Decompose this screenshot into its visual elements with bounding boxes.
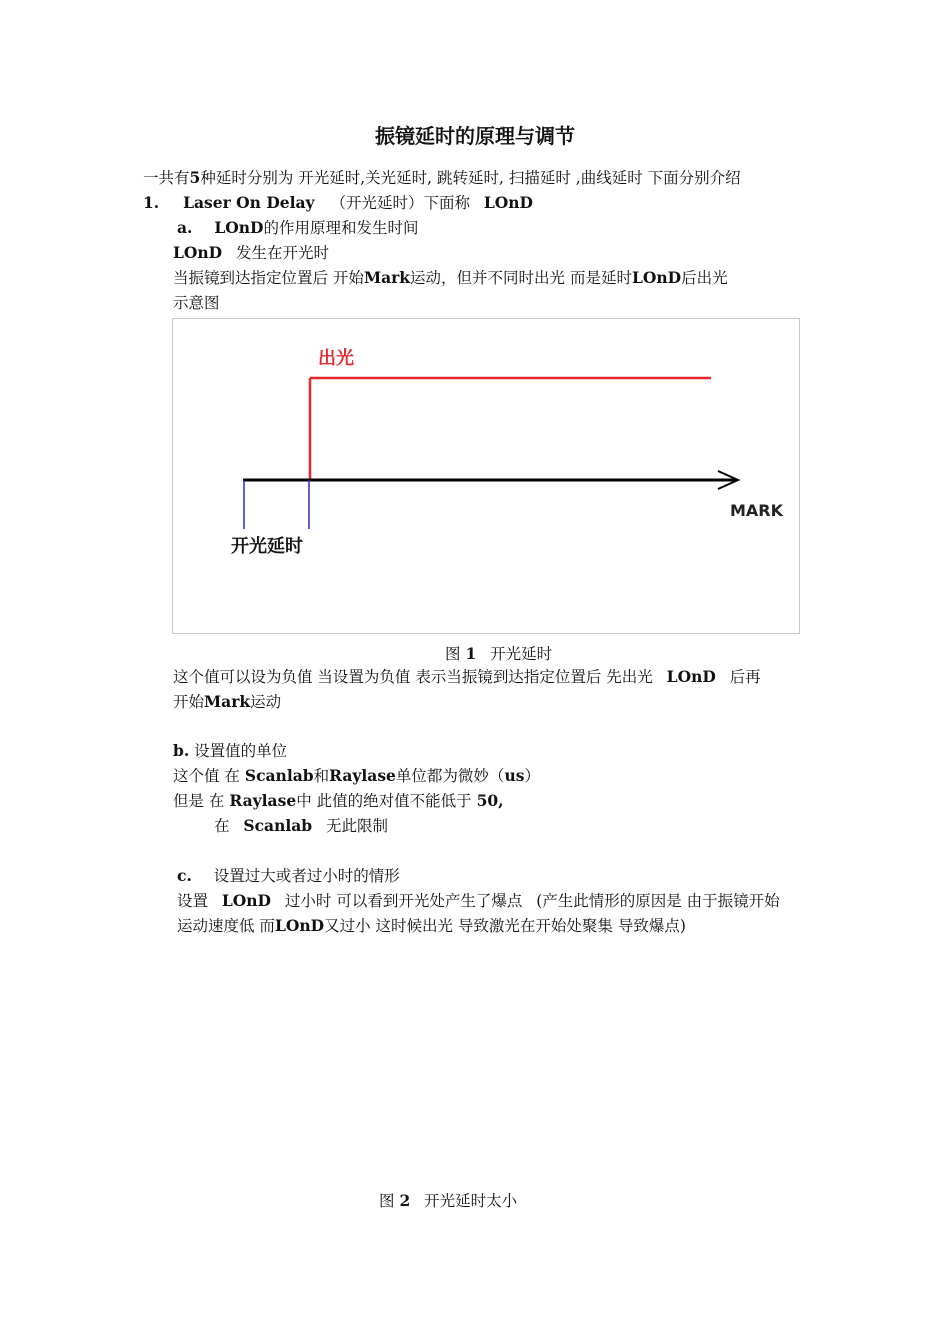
- sub-c-text: 设置过大或者过小时的情形: [213, 867, 400, 885]
- when-abbr: LOnD: [631, 268, 682, 287]
- negative-mark: Mark: [204, 692, 251, 711]
- figure-1-caption: [445, 642, 552, 664]
- units-us: us: [504, 766, 525, 785]
- units-post: ）: [524, 767, 540, 785]
- when-part1: 当振镜到达指定位置后 开始: [173, 269, 364, 287]
- units-and: 和: [313, 767, 330, 785]
- limit-mid: 中 此值的绝对值不能低于: [296, 792, 472, 810]
- nolimit-post: 无此限制: [325, 817, 388, 835]
- page-title: 振镜延时的原理与调节: [375, 124, 575, 148]
- nolimit-pre: 在: [214, 817, 230, 835]
- figure-1: [172, 318, 800, 634]
- figure-1-diagram: [173, 319, 799, 633]
- occurs-abbr: LOnD: [173, 243, 223, 262]
- section-1-number: 1.: [143, 193, 160, 212]
- sub-a-text: 的作用原理和发生时间: [263, 219, 419, 237]
- diagram-label: 示意图: [173, 294, 220, 312]
- occurs-line: [173, 243, 329, 263]
- intro-count: 5: [189, 168, 201, 187]
- sub-b-text: 设置值的单位: [194, 742, 288, 760]
- small-line2-post: 又过小 这时候出光 导致激光在开始处聚集 导致爆点): [324, 917, 686, 935]
- mark-label: MARK: [730, 501, 784, 520]
- limit-value: 50,: [476, 791, 504, 810]
- light-label: 出光: [318, 348, 354, 369]
- intro-paragraph: [143, 168, 741, 188]
- limit-raylase: Raylase: [229, 791, 297, 810]
- delay-label: 开光延时: [231, 536, 303, 557]
- figure-1-caption-text: 开光延时: [490, 645, 553, 663]
- intro-rest: 种延时分别为 开光延时,关光延时, 跳转延时, 扫描延时 ,曲线延时 下面分别介绍: [200, 169, 741, 187]
- negative-line2-pre: 开始: [173, 693, 205, 711]
- figure-2-caption-num: 2: [399, 1191, 411, 1210]
- small-paren: (产生此情形的原因是 由于振镜开始: [536, 892, 780, 910]
- when-mark: Mark: [363, 268, 411, 287]
- section-1-paren: （开光延时）下面称: [330, 194, 470, 212]
- occurs-text: 发生在开光时: [236, 244, 330, 262]
- units-raylase: Raylase: [329, 766, 396, 785]
- figure-2-caption-pre: 图: [379, 1192, 395, 1210]
- small-line-2: [177, 916, 686, 936]
- negative-line2-post: 运动: [250, 693, 282, 711]
- negative-abbr: LOnD: [666, 667, 716, 686]
- figure-2-caption-text: 开光延时太小: [424, 1192, 518, 1210]
- figure-2-caption: [379, 1189, 517, 1211]
- when-line: [173, 268, 728, 288]
- units-line: [173, 766, 540, 786]
- nolimit-line: [214, 816, 388, 836]
- figure-1-caption-num: 1: [465, 644, 477, 663]
- section-1-name: Laser On Delay: [183, 193, 315, 212]
- nolimit-scanlab: Scanlab: [243, 816, 313, 835]
- units-pre: 这个值 在: [173, 767, 240, 785]
- section-1-abbr: LOnD: [483, 193, 533, 212]
- sub-b-heading: [173, 741, 287, 761]
- sub-c-heading: [177, 866, 400, 886]
- sub-c-label: c.: [177, 866, 192, 885]
- small-mid: 过小时 可以看到开光处产生了爆点: [284, 892, 523, 910]
- small-abbr-2: LOnD: [274, 916, 325, 935]
- negative-line-2: [173, 692, 281, 712]
- negative-part2: 后再: [729, 668, 761, 686]
- sub-a-label: a.: [177, 218, 193, 237]
- when-part2: 运动，但并不同时出光 而是延时: [410, 269, 632, 287]
- section-1-heading: [143, 193, 533, 213]
- small-line-1: [177, 891, 780, 911]
- intro-pre: 一共有: [143, 169, 190, 187]
- units-scanlab: Scanlab: [244, 766, 314, 785]
- small-abbr: LOnD: [221, 891, 272, 910]
- limit-pre: 但是 在: [173, 792, 225, 810]
- limit-line: [173, 791, 504, 811]
- small-line2-pre: 运动速度低 而: [177, 917, 275, 935]
- sub-a-abbr: LOnD: [214, 218, 264, 237]
- negative-line-1: [173, 667, 761, 687]
- sub-a-heading: [177, 218, 418, 238]
- when-part3: 后出光: [681, 269, 728, 287]
- figure-1-caption-pre: 图: [445, 645, 461, 663]
- sub-b-label: b.: [173, 741, 190, 760]
- small-pre: 设置: [177, 892, 209, 910]
- negative-part1: 这个值可以设为负值 当设置为负值 表示当振镜到达指定位置后 先出光: [173, 668, 653, 686]
- units-mid: 单位都为微妙（: [395, 767, 505, 785]
